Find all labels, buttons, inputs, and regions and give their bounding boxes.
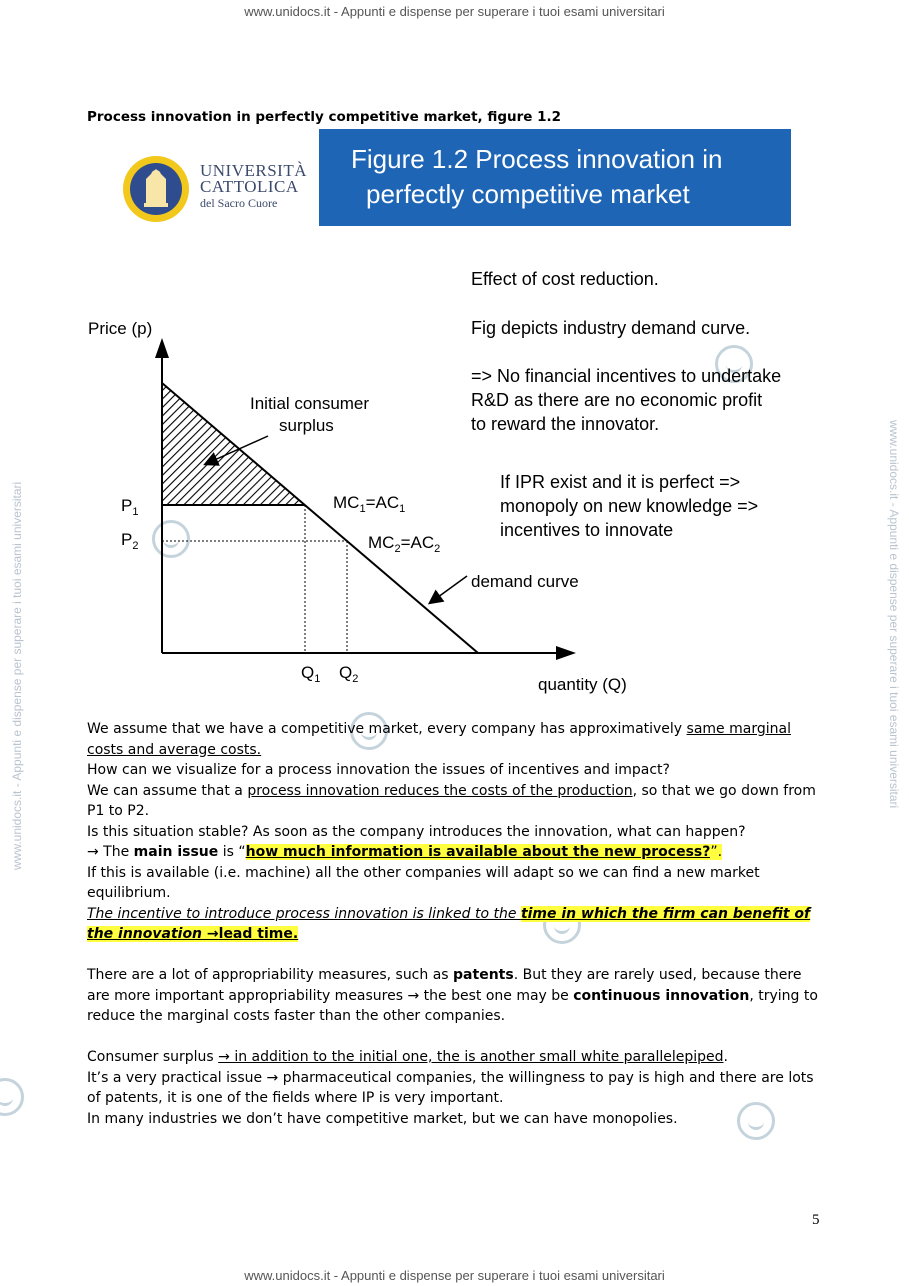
watermark-side-left: www.unidocs.it - Appunti e dispense per superare i tuoi esami universitari [10, 481, 24, 870]
logo-text-line1: UNIVERSITÀ [200, 161, 307, 180]
p1-label: $P_1$ [121, 496, 139, 518]
paragraph: There are a lot of appropriability measures, such as patents. But they are rarely used, because there are more important appropriability measures → the best one may be continuous innovation, trying to reduce the marginal costs faster than the other companies. [87, 967, 818, 1024]
surplus-label-line2: surplus [279, 416, 334, 435]
watermark-banner-bottom: www.unidocs.it - Appunti e dispense per superare i tuoi esami universitari [244, 1268, 665, 1283]
watermark-banner-top: www.unidocs.it - Appunti e dispense per superare i tuoi esami universitari [244, 4, 665, 19]
figure-title-line2: perfectly competitive market [366, 179, 690, 209]
body-text [87, 719, 827, 1129]
paragraph: Consumer surplus → in addition to the initial one, the is another small white parallelepiped. [87, 1049, 728, 1065]
y-axis-arrow-icon [155, 338, 169, 358]
paragraph: Is this situation stable? As soon as the company introduces the innovation, what can happen? [87, 823, 746, 840]
paragraph: In many industries we don’t have competitive market, but we can have monopolies. [87, 1110, 678, 1127]
watermark-smiley-icon [0, 1078, 24, 1116]
section-heading: Process innovation in perfectly competitive market, figure 1.2 [87, 109, 562, 125]
q1-label: $Q_1$ [301, 663, 321, 685]
note-incentives-line3: to reward the innovator. [471, 414, 660, 434]
note-effect: Effect of cost reduction. [471, 269, 659, 289]
surplus-label-line1: Initial consumer [250, 394, 370, 413]
note-ipr-line3: incentives to innovate [500, 520, 674, 540]
paragraph: → The main issue is “how much information is available about the new process?”. [87, 844, 723, 860]
demand-curve-pointer-arrow [434, 576, 467, 600]
page-number: 5 [812, 1212, 820, 1228]
x-axis-arrow-icon [556, 646, 576, 660]
watermark-side-right: www.unidocs.it - Appunti e dispense per superare i tuoi esami universitari [887, 420, 901, 809]
note-ipr-line1: If IPR exist and it is perfect => [500, 472, 741, 492]
figure-title-line1: Figure 1.2 Process innovation in [351, 144, 723, 174]
note-demand: Fig depicts industry demand curve. [471, 318, 751, 338]
y-axis-label: Price (p) [88, 319, 153, 338]
paragraph: It’s a very practical issue → pharmaceutical companies, the willingness to pay is high and there are lots of patents, it is one of the fields where IP is very important. [87, 1069, 814, 1106]
figure-title-banner [319, 129, 791, 226]
demand-curve-label: demand curve [471, 572, 579, 591]
mc2-ac2-label: $MC_2=AC_2$ [368, 533, 441, 555]
paragraph: The incentive to introduce process innovation is linked to the time in which the firm can benefit of the innovation →lead time. [87, 905, 811, 942]
paragraph: We assume that we have a competitive market, every company has approximatively same marginal costs and average costs. [87, 721, 791, 758]
note-incentives-line2: R&D as there are no economic profit [471, 390, 763, 410]
logo-text-line2: CATTOLICA [200, 177, 299, 196]
q2-label: $Q_2$ [339, 663, 359, 685]
university-seal-icon [122, 151, 192, 231]
process-innovation-diagram [80, 260, 800, 705]
paragraph: How can we visualize for a process innovation the issues of incentives and impact? [87, 762, 670, 778]
p2-label: $P_2$ [121, 530, 139, 552]
note-incentives-line1: => No financial incentives to undertake [471, 366, 782, 386]
logo-text-line3: del Sacro Cuore [200, 196, 278, 210]
paragraph: If this is available (i.e. machine) all the other companies will adapt so we can find a new market equilibrium. [87, 864, 760, 901]
note-ipr-line2: monopoly on new knowledge => [500, 496, 759, 516]
university-logo [122, 151, 322, 231]
paragraph: We can assume that a process innovation reduces the costs of the production, so that we go down from P1 to P2. [87, 782, 816, 819]
mc1-ac1-label: $MC_1=AC_1$ [333, 493, 406, 515]
x-axis-label: quantity (Q) [538, 675, 627, 694]
